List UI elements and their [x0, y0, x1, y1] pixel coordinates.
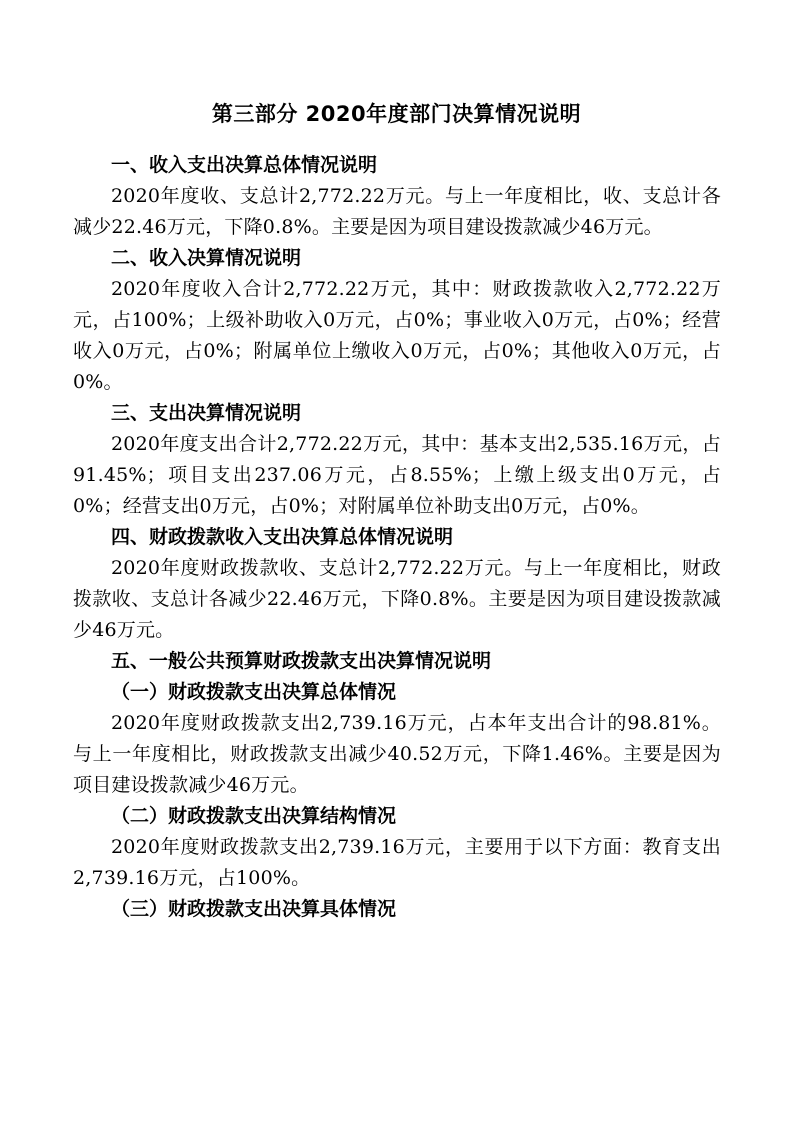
- subsection-heading-5-3: （三）财政拨款支出决算具体情况: [111, 898, 397, 920]
- subsection-heading-5-2: （二）财政拨款支出决算结构情况: [111, 805, 397, 827]
- section-heading-1: 一、收入支出决算总体情况说明: [111, 154, 378, 176]
- document-title: 第三部分 2020年度部门决算情况说明: [211, 102, 582, 126]
- section-text-1: 2020年度收、支总计2,772.22万元。与上一年度相比，收、支总计各减少22.46万元，下降0.8%。主要是因为项目建设拨款减少46万元。: [73, 185, 721, 238]
- subsection-heading-5-1: （一）财政拨款支出决算总体情况: [111, 681, 397, 703]
- section-text-3: 2020年度支出合计2,772.22万元，其中：基本支出2,535.16万元，占91.45%；项目支出237.06万元，占8.55%；上缴上级支出0万元，占0%；经营支出0万元，占0%；对附属单位补助支出0万元，占0%。: [73, 433, 721, 517]
- section-text-4: 2020年度财政拨款收、支总计2,772.22万元。与上一年度相比，财政拨款收、支总计各减少22.46万元，下降0.8%。主要是因为项目建设拨款减少46万元。: [73, 557, 721, 641]
- section-heading-5: 五、一般公共预算财政拨款支出决算情况说明: [111, 650, 492, 672]
- section-heading-3: 三、支出决算情况说明: [111, 402, 302, 424]
- section-text-2: 2020年度收入合计2,772.22万元，其中：财政拨款收入2,772.22万元，占100%；上级补助收入0万元，占0%；事业收入0万元，占0%；经营收入0万元，占0%；附属单位上缴收入0万元，占0%；其他收入0万元，占0%。: [73, 278, 721, 393]
- section-heading-4: 四、财政拨款收入支出决算总体情况说明: [111, 526, 454, 548]
- subsection-text-5-1: 2020年度财政拨款支出2,739.16万元，占本年支出合计的98.81%。与上一年度相比，财政拨款支出减少40.52万元，下降1.46%。主要是因为项目建设拨款减少46万元。: [73, 712, 721, 796]
- section-heading-2: 二、收入决算情况说明: [111, 247, 302, 269]
- document-body: [73, 150, 721, 925]
- subsection-text-5-2: 2020年度财政拨款支出2,739.16万元，主要用于以下方面：教育支出2,739.16万元，占100%。: [73, 836, 721, 889]
